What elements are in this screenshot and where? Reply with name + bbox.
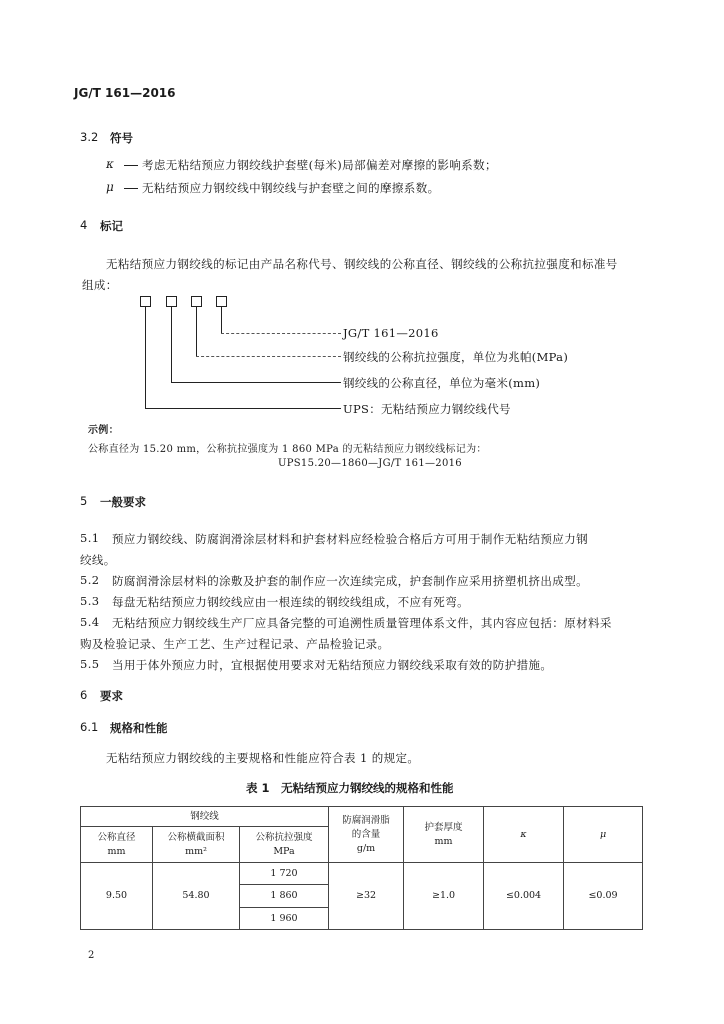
clause-5-5-text: 当用于体外预应力时，宜根据使用要求对无粘结预应力钢绞线采取有效的防护措施。 — [112, 658, 553, 672]
clause-5-3-number: 5.3 — [80, 594, 100, 608]
leader-line — [171, 307, 172, 382]
table-1-caption: 表 1 无粘结预应力钢绞线的规格和性能 — [246, 781, 454, 795]
section-3-2-number: 3.2 — [80, 130, 99, 144]
symbol-mu-definition: 无粘结预应力钢绞线中钢绞线与护套壁之间的摩擦系数。 — [142, 181, 440, 195]
header-grease-content — [329, 807, 404, 863]
header-grease-line1: 防腐润滑脂 — [342, 814, 390, 826]
page-number: 2 — [88, 950, 95, 961]
marking-box-standard — [216, 296, 227, 307]
clause-5-2-text: 防腐润滑涂层材料的涂敷及护套的制作应一次连续完成，护套制作应采用挤塑机挤出成型。 — [112, 574, 588, 588]
section-3-2-title: 符号 — [110, 131, 133, 145]
section-5-title: 一般要求 — [100, 495, 146, 509]
clause-5-1-text-cont: 绞线。 — [80, 553, 116, 567]
standard-code-header: JG/T 161—2016 — [74, 86, 176, 100]
marking-box-product-code — [140, 296, 151, 307]
section-6-1-title: 规格和性能 — [110, 721, 168, 735]
example-text: 公称直径为 15.20 mm，公称抗拉强度为 1 860 MPa 的无粘结预应力钢绞线标记为： — [88, 444, 487, 455]
dash-separator — [124, 165, 138, 166]
cell-grease: ≥32 — [329, 863, 404, 930]
symbol-kappa: κ — [106, 157, 114, 171]
cell-strength: 1 960 — [240, 908, 329, 930]
header-grease-unit: g/m — [356, 842, 376, 854]
leader-line — [221, 307, 222, 333]
header-grease-line2: 的含量 — [351, 828, 381, 840]
spec-table — [80, 806, 643, 930]
header-diameter-unit: mm — [107, 845, 126, 857]
clause-5-3-text: 每盘无粘结预应力钢绞线应由一根连续的钢绞线组成，不应有死弯。 — [112, 595, 469, 609]
header-nominal-area — [153, 827, 240, 863]
leader-line — [145, 408, 341, 409]
section-4-number: 4 — [80, 218, 88, 232]
header-kappa: κ — [484, 807, 564, 863]
cell-strength: 1 860 — [240, 885, 329, 908]
leader-line — [171, 382, 341, 383]
cell-kappa: ≤0.004 — [484, 863, 564, 930]
clause-5-2-number: 5.2 — [80, 573, 100, 587]
header-area-label: 公称横截面积 — [167, 831, 225, 843]
leader-line — [196, 307, 197, 356]
clause-5-5-number: 5.5 — [80, 657, 100, 671]
clause-5-4-number: 5.4 — [80, 615, 100, 629]
header-strength-label: 公称抗拉强度 — [255, 831, 313, 843]
cell-strength: 1 720 — [240, 863, 329, 885]
legend-product-code: UPS：无粘结预应力钢绞线代号 — [343, 402, 511, 416]
clause-5-1-number: 5.1 — [80, 531, 100, 545]
header-sheath-thickness — [404, 807, 484, 863]
header-sheath-label: 护套厚度 — [424, 821, 463, 833]
clause-5-4-text-cont: 购及检验记录、生产工艺、生产过程记录、产品检验记录。 — [80, 637, 390, 651]
section-6-1-number: 6.1 — [80, 720, 99, 734]
symbol-mu: μ — [106, 180, 114, 194]
section-4-title: 标记 — [100, 219, 123, 233]
header-sheath-unit: mm — [434, 835, 453, 847]
marking-intro-line2: 组成： — [82, 278, 118, 292]
group-header-strand: 钢绞线 — [81, 807, 329, 827]
clause-5-4-text: 无粘结预应力钢绞线生产厂应具备完整的可追溯性质量管理体系文件，其内容应包括：原材料采 — [112, 616, 612, 630]
cell-mu: ≤0.09 — [564, 863, 643, 930]
header-diameter-label: 公称直径 — [97, 831, 136, 843]
dash-separator — [124, 188, 138, 189]
marking-intro-line1: 无粘结预应力钢绞线的标记由产品名称代号、钢绞线的公称直径、钢绞线的公称抗拉强度和标准号 — [106, 257, 618, 271]
leader-line — [196, 356, 341, 357]
section-6-1-text: 无粘结预应力钢绞线的主要规格和性能应符合表 1 的规定。 — [106, 751, 420, 765]
section-6-title: 要求 — [100, 689, 123, 703]
header-area-unit: mm² — [185, 845, 207, 857]
header-tensile-strength — [240, 827, 329, 863]
marking-box-strength — [191, 296, 202, 307]
legend-diameter: 钢绞线的公称直径，单位为毫米(mm) — [343, 376, 541, 390]
cell-area: 54.80 — [153, 863, 240, 930]
header-mu: μ — [564, 807, 643, 863]
example-label: 示例： — [88, 425, 119, 436]
leader-line — [145, 307, 146, 408]
clause-5-1-text: 预应力钢绞线、防腐润滑涂层材料和护套材料应经检验合格后方可用于制作无粘结预应力钢 — [112, 532, 588, 546]
cell-diameter: 9.50 — [81, 863, 153, 930]
marking-box-diameter — [166, 296, 177, 307]
legend-strength: 钢绞线的公称抗拉强度，单位为兆帕(MPa) — [343, 350, 569, 364]
section-6-number: 6 — [80, 688, 88, 702]
cell-sheath: ≥1.0 — [404, 863, 484, 930]
symbol-kappa-definition: 考虑无粘结预应力钢绞线护套壁(每米)局部偏差对摩擦的影响系数； — [142, 158, 497, 172]
leader-line — [221, 333, 341, 334]
legend-standard: JG/T 161—2016 — [343, 326, 439, 340]
section-5-number: 5 — [80, 494, 88, 508]
header-strength-unit: MPa — [273, 845, 295, 857]
example-mark: UPS15.20—1860—JG/T 161—2016 — [278, 458, 462, 469]
header-nominal-diameter — [81, 827, 153, 863]
